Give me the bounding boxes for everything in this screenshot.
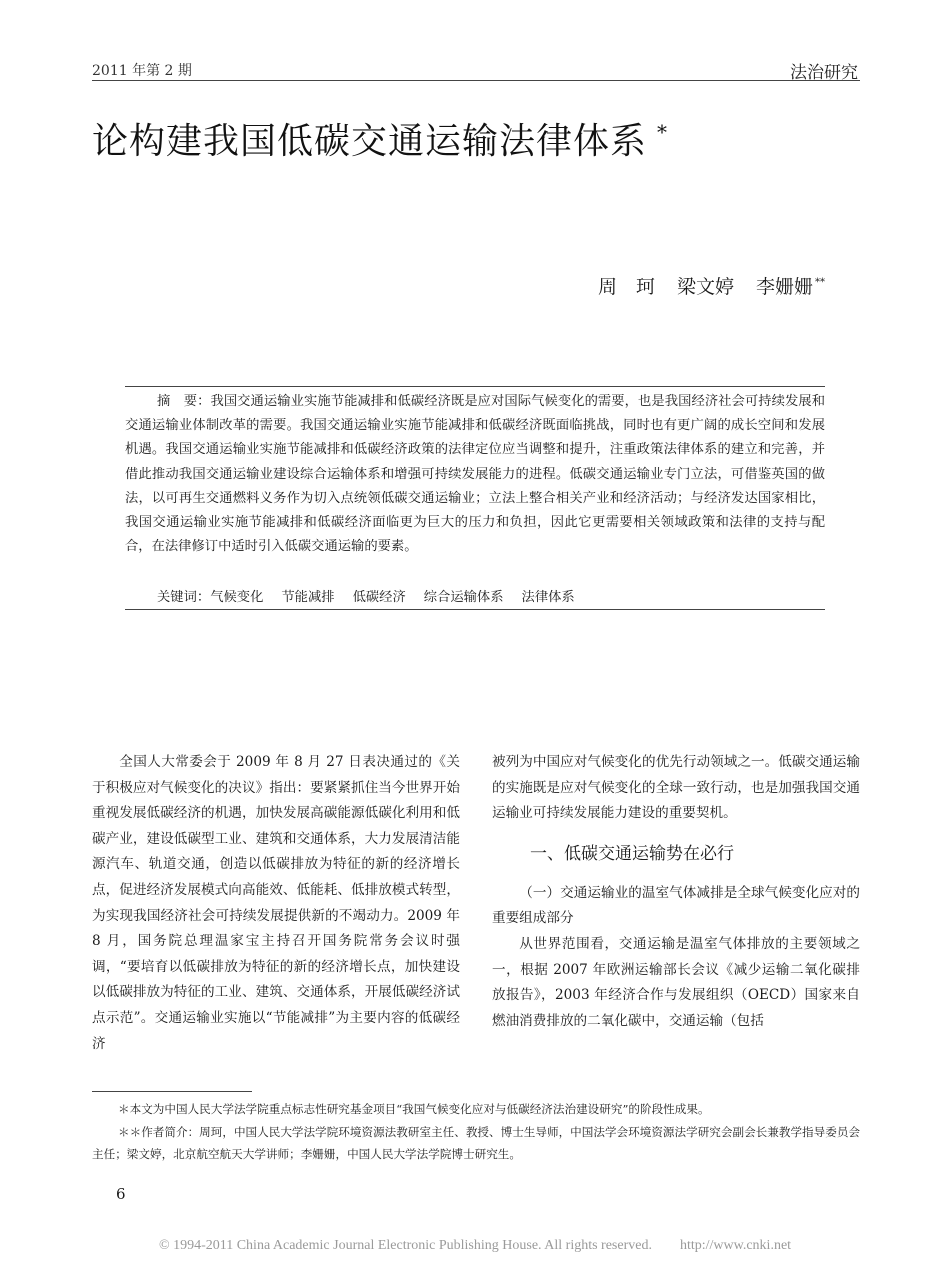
article-title: [92, 113, 668, 164]
keyword: 气候变化: [210, 590, 264, 605]
author-1: 周 珂: [597, 276, 655, 298]
author-footnote-mark: **: [815, 277, 825, 288]
journal-name: 法治研究: [790, 63, 858, 83]
title-footnote-mark: *: [657, 120, 669, 144]
footnotes: [92, 1098, 860, 1166]
footnote-1: ＊本文为中国人民大学法学院重点标志性研究基金项目“我国气候变化应对与低碳经济法治建设研究”的阶段性成果。: [118, 1102, 710, 1116]
body-left-column: [92, 750, 460, 1057]
keyword: 节能减排: [281, 590, 335, 605]
author-line: [576, 272, 825, 299]
keyword: 低碳经济: [352, 590, 406, 605]
author-3: 李姗姗: [755, 276, 813, 298]
title-text: 论构建我国低碳交通运输法律体系: [92, 121, 648, 162]
keywords-label: 关键词：: [157, 590, 211, 605]
body-paragraph: 被列为中国应对气候变化的优先行动领域之一。低碳交通运输的实施既是应对气候变化的全球一致行动，也是加强我国交通运输业可持续发展能力建设的重要契机。: [492, 754, 860, 822]
footnote-2: ＊＊作者简介：周珂，中国人民大学法学院环境资源法教研室主任、教授、博士生导师，中国法学会环境资源法学研究会副会长兼教学指导委员会主任；梁文婷，北京航空航天大学讲师；李姗姗，中国人民大学法学院博士研究生。: [92, 1124, 861, 1161]
keyword: 法律体系: [521, 590, 575, 605]
abstract-label: 摘 要：: [157, 394, 211, 409]
body-right-column: [492, 750, 860, 1034]
footnote-rule: [92, 1091, 252, 1092]
abstract-text: 我国交通运输业实施节能减排和低碳经济既是应对国际气候变化的需要，也是我国经济社会可持续发展和交通运输业体制改革的需要。我国交通运输业实施节能减排和低碳经济既面临挑战，同时也有更广阔的成长空间和发展机遇。我国交通运输业实施节能减排和低碳经济政策的法律定位应当调整和提升，注重政策法律体系的建立和完善，并借此推动我国交通运输业建设综合运输体系和增强可持续发展能力的进程。低碳交通运输业专门立法，可借鉴英国的做法，以可再生交通燃料义务作为切入点统领低碳交通运输业；立法上整合相关产业和经济活动；与经济发达国家相比，我国交通运输业实施节能减排和低碳经济面临更为巨大的压力和负担，因此它更需要相关领域政策和法律的支持与配合，在法律修订中适时引入低碳交通运输的要素。: [125, 394, 826, 555]
subsection-heading: （一）交通运输业的温室气体减排是全球气候变化应对的重要组成部分: [492, 884, 860, 927]
author-2: 梁文婷: [676, 276, 734, 298]
copyright-notice: © 1994-2011 China Academic Journal Electronic Publishing House. All rights reserved. http://www.cnki.net: [158, 1238, 792, 1253]
keywords-line: [125, 587, 825, 609]
header-rule: [92, 80, 860, 81]
section-heading: 一、低碳交通运输势在必行: [530, 843, 734, 864]
issue-label: 2011 年第 2 期: [92, 63, 192, 79]
body-paragraph: 全国人大常委会于 2009 年 8 月 27 日表决通过的《关于积极应对气候变化的决议》指出：要紧紧抓住当今世界开始重视发展低碳经济的机遇，加快发展高碳能源低碳化利用和低碳产业，建设低碳型工业、建筑和交通体系，大力发展清洁能源汽车、轨道交通，创造以低碳排放为特征的新的经济增长点，促进经济发展模式向高能效、低能耗、低排放模式转型，为实现我国经济社会可持续发展提供新的不竭动力。2009 年 8 月，国务院总理温家宝主持召开国务院常务会议时强调，“要培育以低碳排放为特征的新的经济增长点，加快建设以低碳排放为特征的工业、建筑、交通体系，开展低碳经济试点示范”。交通运输业实施以“节能减排”为主要内容的低碳经济: [92, 754, 460, 1052]
page-number: 6: [116, 1185, 126, 1203]
abstract-top-rule: [125, 386, 825, 387]
abstract-bottom-rule: [125, 609, 825, 610]
keyword: 综合运输体系: [423, 590, 504, 605]
abstract-block: [125, 390, 825, 559]
body-paragraph: 从世界范围看，交通运输是温室气体排放的主要领域之一，根据 2007 年欧洲运输部长会议《减少运输二氧化碳排放报告》，2003 年经济合作与发展组织（OECD）国家来自燃油消费排放的二氧化碳中，交通运输（包括: [492, 935, 860, 1029]
